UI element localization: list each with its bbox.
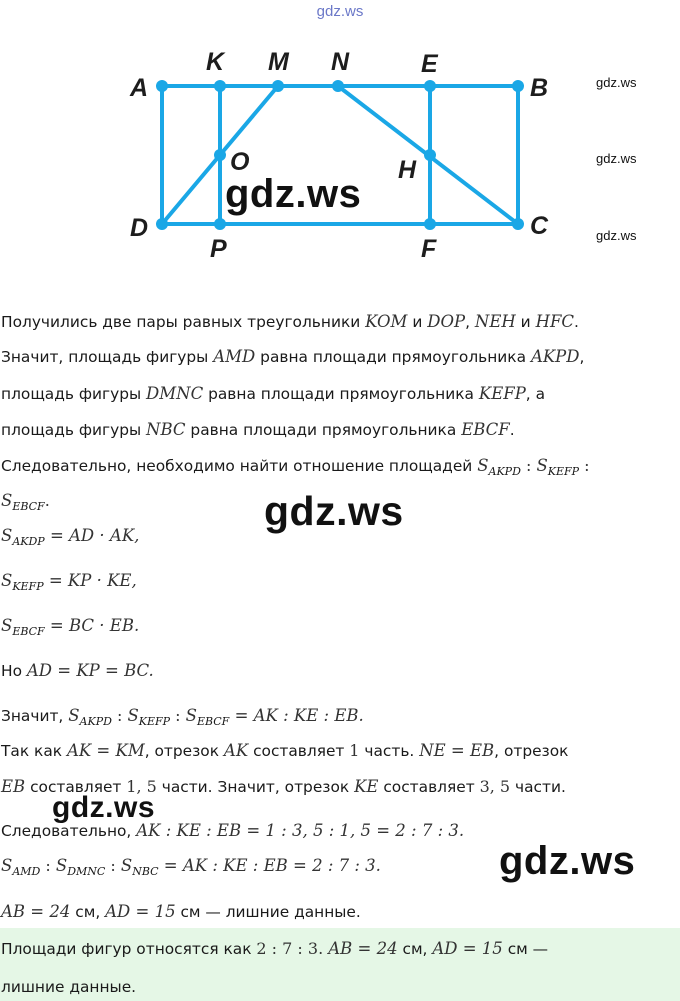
solution-line-12: Так как AK = KM, отрезок AK составляет 1 часть. NE = EB, отрезок [1, 741, 569, 760]
solution-line-14: Следовательно, AK : KE : EB = 1 : 3, 5 : 1, 5 = 2 : 7 : 3. [1, 821, 465, 840]
point-e [424, 80, 436, 92]
watermark-large-3: gdz.ws [52, 791, 156, 824]
point-a [156, 80, 168, 92]
label-b: B [530, 74, 549, 102]
watermark-top: gdz.ws [316, 3, 364, 20]
watermark-large-2: gdz.ws [264, 488, 404, 534]
solution-line-5: Следовательно, необходимо найти отношение площадей $S_{AKPD}$ : $S_{KEFP}$ : [1, 456, 590, 479]
point-p [214, 218, 226, 230]
solution-line-1: Получились две пары равных треугольники KOM и DOP, NEH и HFC. [1, 312, 579, 331]
formula-s-ebcf: $S_{EBCF}$ = BC · EB. [1, 616, 140, 639]
label-k: K [206, 48, 225, 76]
formula-s-akdp: $S_{AKDP}$ = AD · AK, [1, 526, 140, 549]
solution-line-4: площадь фигуры NBC равна площади прямоугольника EBCF. [1, 420, 515, 439]
label-c: C [530, 212, 549, 240]
solution-line-3: площадь фигуры DMNC равна площади прямоугольника KEFP, а [1, 384, 546, 403]
point-h [424, 149, 436, 161]
label-o: O [230, 148, 250, 176]
answer-line-2: лишние данные. [1, 978, 137, 996]
geometry-figure [0, 40, 560, 270]
formula-s-kefp: $S_{KEFP}$ = KP · KE, [1, 571, 137, 594]
point-c [512, 218, 524, 230]
label-a: A [130, 74, 149, 102]
solution-line-16: AB = 24 см, AD = 15 см — лишние данные. [1, 902, 361, 921]
watermark-side-3: gdz.ws [596, 228, 637, 243]
label-d: D [130, 214, 149, 242]
label-f: F [421, 235, 437, 263]
point-d [156, 218, 168, 230]
solution-line-11: Значит, $S_{AKPD}$ : $S_{KEFP}$ : $S_{EBCF}$ = AK : KE : EB. [1, 706, 364, 729]
point-b [512, 80, 524, 92]
watermark-large-4: gdz.ws [499, 839, 636, 883]
label-e: E [421, 50, 438, 78]
point-o [214, 149, 226, 161]
point-k [214, 80, 226, 92]
watermark-side-1: gdz.ws [596, 75, 637, 90]
solution-line-13: EB составляет 1, 5 части. Значит, отрезок KE составляет 3, 5 части. [1, 777, 566, 796]
watermark-large-1: gdz.ws [225, 172, 362, 216]
watermark-side-2: gdz.ws [596, 151, 637, 166]
point-m [272, 80, 284, 92]
point-n [332, 80, 344, 92]
label-h: H [398, 156, 417, 184]
point-f [424, 218, 436, 230]
label-p: P [210, 235, 227, 263]
solution-line-15: $S_{AMD}$ : $S_{DMNC}$ : $S_{NBC}$ = AK : KE : EB = 2 : 7 : 3. [1, 856, 381, 879]
answer-line-1: Площади фигур относятся как 2 : 7 : 3. AB = 24 см, AD = 15 см — [1, 939, 549, 958]
solution-line-10: Но AD = KP = BC. [1, 661, 154, 680]
solution-line-6: $S_{EBCF}$. [1, 491, 50, 514]
answer-box [0, 928, 680, 1001]
label-n: N [331, 48, 350, 76]
label-m: M [268, 48, 289, 76]
solution-line-2: Значит, площадь фигуры AMD равна площади прямоугольника AKPD, [1, 347, 585, 366]
